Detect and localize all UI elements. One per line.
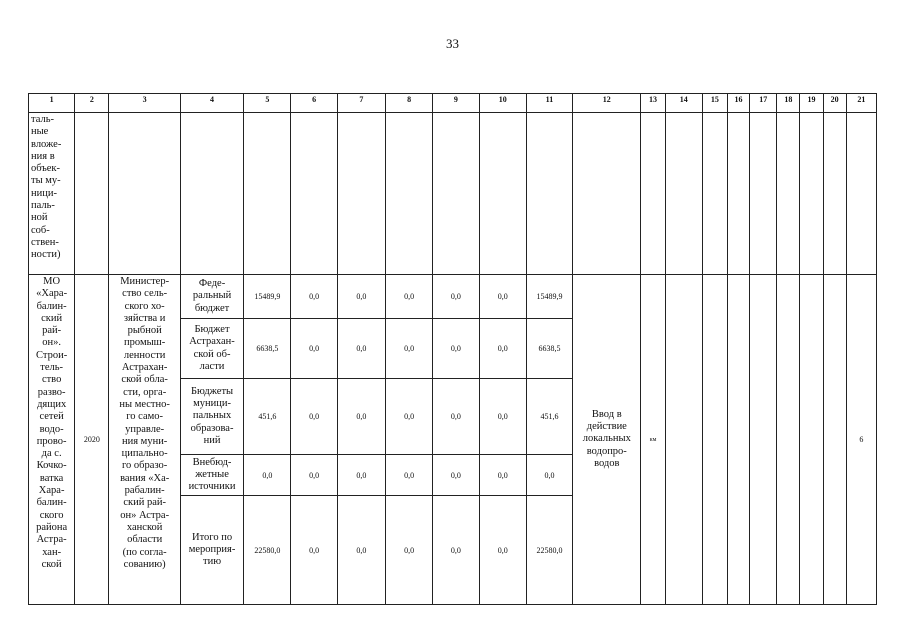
col-header-7: 7 — [337, 94, 385, 113]
col-header-16: 16 — [727, 94, 749, 113]
source-col7: 0,0 — [337, 496, 385, 605]
col-header-19: 19 — [800, 94, 823, 113]
source-col6: 0,0 — [291, 275, 337, 319]
source-col10: 0,0 — [479, 455, 526, 496]
source-col10: 0,0 — [479, 379, 526, 455]
col-header-13: 13 — [641, 94, 665, 113]
source-col11: 15489,9 — [526, 275, 572, 319]
source-col9: 0,0 — [433, 275, 479, 319]
col-header-6: 6 — [291, 94, 337, 113]
source-total: 6638,5 — [244, 319, 291, 379]
source-name: Бюджеты муници- пальных образова- ний — [180, 379, 243, 455]
col-header-12: 12 — [573, 94, 641, 113]
source-col8: 0,0 — [386, 455, 433, 496]
source-col9: 0,0 — [433, 455, 479, 496]
continuation-row — [29, 113, 877, 275]
project-name: МО «Хара- балин- ский рай- он». Строи- тель- ство разво- дящих сетей водо- прово- да с. Кочко- ватка Хара- балин- ского района Астра- хан- ской — [29, 275, 75, 605]
source-col6: 0,0 — [291, 379, 337, 455]
col-header-4: 4 — [180, 94, 243, 113]
column-number-row — [29, 94, 877, 113]
source-col6: 0,0 — [291, 455, 337, 496]
source-col11: 22580,0 — [526, 496, 572, 605]
source-col9: 0,0 — [433, 496, 479, 605]
col-header-21: 21 — [846, 94, 876, 113]
unit: км — [641, 275, 665, 605]
col-header-14: 14 — [665, 94, 702, 113]
indicator-value: 6 — [846, 275, 876, 605]
col-header-2: 2 — [75, 94, 109, 113]
source-col8: 0,0 — [386, 496, 433, 605]
source-total: 451,6 — [244, 379, 291, 455]
source-col8: 0,0 — [386, 379, 433, 455]
page-number: 33 — [446, 36, 459, 51]
source-total: 22580,0 — [244, 496, 291, 605]
source-col10: 0,0 — [479, 319, 526, 379]
col-header-3: 3 — [109, 94, 180, 113]
source-col8: 0,0 — [386, 275, 433, 319]
source-col6: 0,0 — [291, 319, 337, 379]
col-header-11: 11 — [526, 94, 572, 113]
source-col7: 0,0 — [337, 319, 385, 379]
project-year: 2020 — [75, 275, 109, 605]
source-col7: 0,0 — [337, 379, 385, 455]
source-col10: 0,0 — [479, 496, 526, 605]
col-header-5: 5 — [244, 94, 291, 113]
col-header-20: 20 — [823, 94, 846, 113]
source-col10: 0,0 — [479, 275, 526, 319]
col-header-18: 18 — [777, 94, 800, 113]
program-table — [28, 93, 877, 605]
source-name: Бюджет Астрахан- ской об- ласти — [180, 319, 243, 379]
source-col8: 0,0 — [386, 319, 433, 379]
source-col9: 0,0 — [433, 319, 479, 379]
col-header-17: 17 — [750, 94, 777, 113]
source-name: Итого по мероприя- тию — [180, 496, 243, 605]
col-header-8: 8 — [386, 94, 433, 113]
source-total: 15489,9 — [244, 275, 291, 319]
source-name: Внебюд- жетные источники — [180, 455, 243, 496]
col-header-9: 9 — [433, 94, 479, 113]
expected-result: Ввод в действие локальных водопро- водов — [573, 275, 641, 605]
source-row — [29, 275, 877, 319]
source-col7: 0,0 — [337, 455, 385, 496]
col-header-10: 10 — [479, 94, 526, 113]
col-header-15: 15 — [702, 94, 727, 113]
executor: Министер- ство сель- ского хо- зяйства и рыбной промыш- ленности Астрахан- ской обла- сти, орга- ны местно- го само- управле- ния муни- ципально- го образо- вания «Ха- рабалин- ский рай- он» Астра- ханской области (по согла- сованию) — [109, 275, 180, 605]
source-col11: 6638,5 — [526, 319, 572, 379]
source-col6: 0,0 — [291, 496, 337, 605]
source-col11: 451,6 — [526, 379, 572, 455]
source-col11: 0,0 — [526, 455, 572, 496]
source-total: 0,0 — [244, 455, 291, 496]
source-name: Феде- ральный бюджет — [180, 275, 243, 319]
source-col9: 0,0 — [433, 379, 479, 455]
col-header-1: 1 — [29, 94, 75, 113]
continued-description: таль- ные вложе- ния в объек- ты му- ници- паль- ной соб- ствен- ности) — [29, 113, 75, 275]
source-col7: 0,0 — [337, 275, 385, 319]
